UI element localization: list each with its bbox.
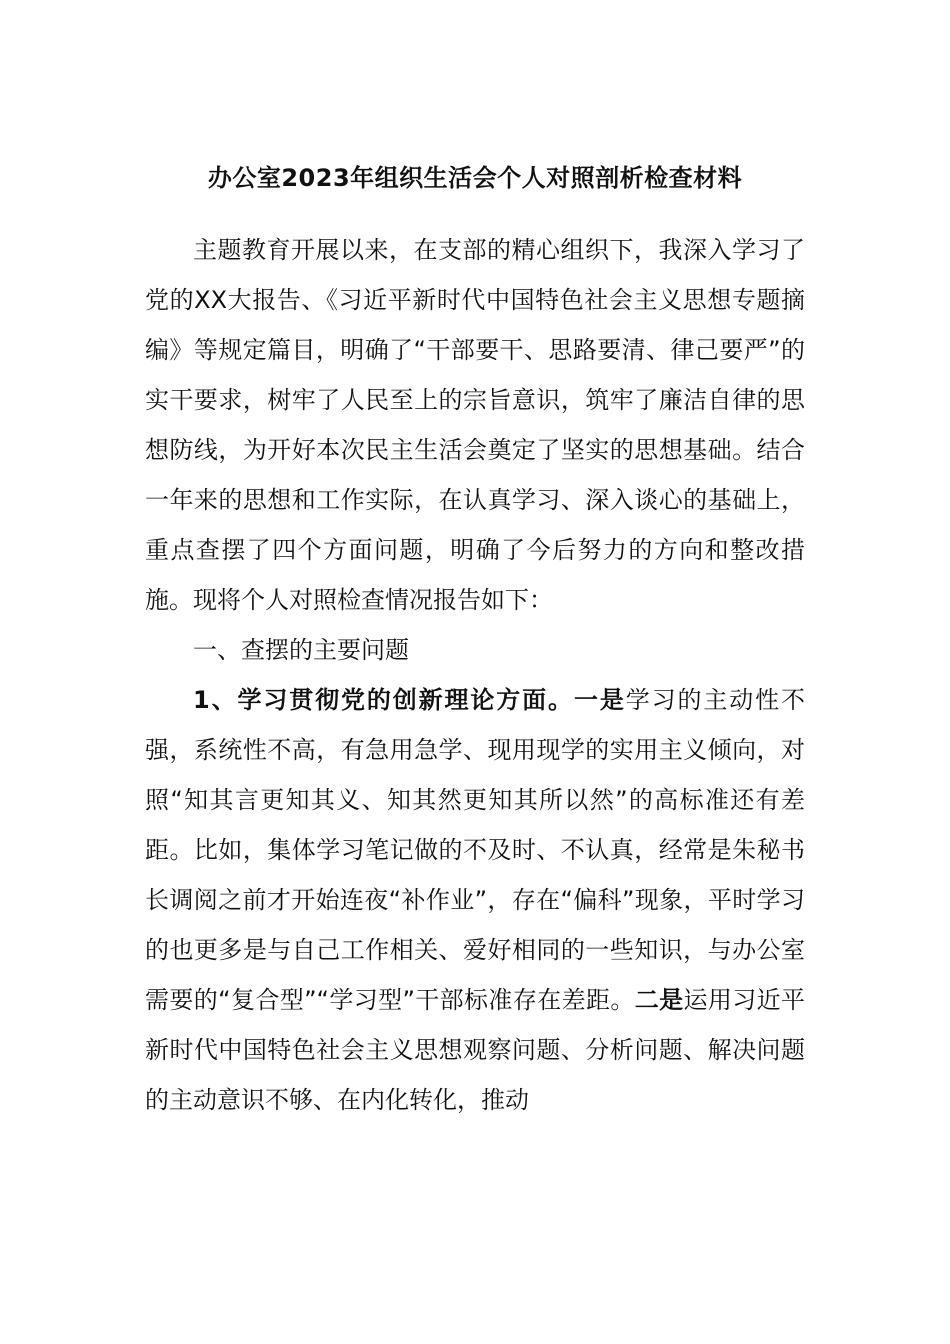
item-1-second-text: 运用习近平新时代中国特色社会主义思想观察问题、分析问题、解决问题的主动意识不够、在内化转化，推动 [145,986,806,1114]
document-title: 办公室2023年组织生活会个人对照剖析检查材料 [207,164,743,192]
intro-paragraph: 主题教育开展以来，在支部的精心组织下，我深入学习了党的XX大报告、《习近平新时代中国特色社会主义思想专题摘编》等规定篇目，明确了“干部要干、思路要清、律己要严”的实干要求，树牢了人民至上的宗旨意识，筑牢了廉洁自律的思想防线，为开好本次民主生活会奠定了坚实的思想基础。结合一年来的思想和工作实际，在认真学习、深入谈心的基础上，重点查摆了四个方面问题，明确了今后努力的方向和整改措施。现将个人对照检查情况报告如下： [145,236,805,614]
item-1-second-label: 二是 [634,986,684,1014]
item-1-first-label: 一是 [573,686,626,714]
item-1-heading: 1、学习贯彻党的创新理论方面。 [193,686,574,714]
item-1-first-text: 学习的主动性不强，系统性不高，有急用急学、现用现学的实用主义倾向，对照“知其言更知其义、知其然更知其所以然”的高标准还有差距。比如，集体学习笔记做的不及时、不认真，经常是朱秘书长调阅之前才开始连夜“补作业”，存在“偏科”现象，平时学习的也更多是与自己工作相关、爱好相同的一些知识，与办公室需要的“复合型”“学习型”干部标准存在差距。 [145,686,805,1014]
item-1-paragraph [145,675,805,1125]
document-body [145,225,805,1125]
section-heading: 一、查摆的主要问题 [193,636,409,664]
